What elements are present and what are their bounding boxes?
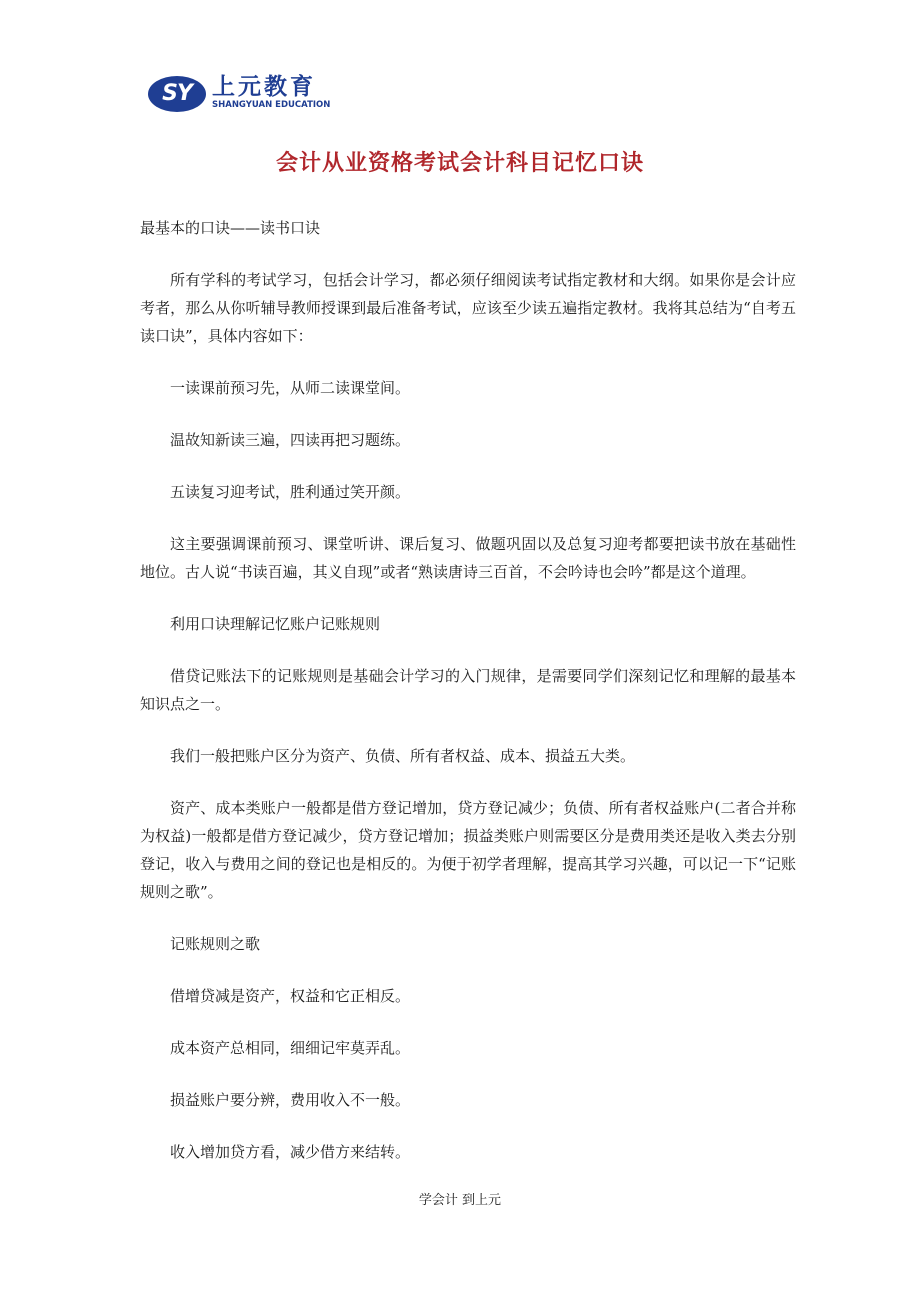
paragraph-intro: 所有学科的考试学习，包括会计学习，都必须仔细阅读考试指定教材和大纲。如果你是会计应考者，那么从你听辅导教师授课到最后准备考试，应该至少读五遍指定教材。我将其总结为“自考五读口诀”，具体内容如下： xyxy=(140,271,796,345)
document-body xyxy=(140,214,796,1190)
logo-chinese-name: 上元教育 xyxy=(212,74,316,100)
document-title: 会计从业资格考试会计科目记忆口诀 xyxy=(275,151,644,176)
paragraph-rules-intro: 借贷记账法下的记账规则是基础会计学习的入门规律，是需要同学们深刻记忆和理解的最基本知识点之一。 xyxy=(140,667,796,713)
logo-mark-icon: SY xyxy=(148,76,206,112)
paragraph-rules-detail: 资产、成本类账户一般都是借方登记增加，贷方登记减少；负债、所有者权益账户(二者合并称为权益)一般都是借方登记减少，贷方登记增加；损益类账户则需要区分是费用类还是收入类去分别登记，收入与费用之间的登记也是相反的。为便于初学者理解，提高其学习兴趣，可以记一下“记账规则之歌”。 xyxy=(140,799,796,901)
verse-line: 五读复习迎考试，胜利通过笑开颜。 xyxy=(170,483,411,501)
page-footer: 学会计 到上元 xyxy=(418,1193,502,1208)
verse-line: 损益账户要分辨，费用收入不一般。 xyxy=(170,1091,411,1109)
verse-line: 成本资产总相同，细细记牢莫弄乱。 xyxy=(170,1039,411,1057)
section-heading-rules: 利用口诀理解记忆账户记账规则 xyxy=(170,615,381,633)
section-heading-reading: 最基本的口诀——读书口诀 xyxy=(140,219,321,237)
verse-line: 温故知新读三遍，四读再把习题练。 xyxy=(170,431,411,449)
verse-line: 收入增加贷方看，减少借方来结转。 xyxy=(170,1143,411,1161)
brand-logo xyxy=(148,74,348,114)
verse-line: 借增贷减是资产，权益和它正相反。 xyxy=(170,987,411,1005)
section-heading-song: 记账规则之歌 xyxy=(170,935,261,953)
verse-line: 一读课前预习先，从师二读课堂间。 xyxy=(170,379,411,397)
paragraph-explanation: 这主要强调课前预习、课堂听讲、课后复习、做题巩固以及总复习迎考都要把读书放在基础性地位。古人说“书读百遍，其义自现”或者“熟读唐诗三百首，不会吟诗也会吟”都是这个道理。 xyxy=(140,535,796,581)
logo-english-name: SHANGYUAN EDUCATION xyxy=(212,100,331,110)
paragraph-account-types: 我们一般把账户区分为资产、负债、所有者权益、成本、损益五大类。 xyxy=(170,747,636,765)
